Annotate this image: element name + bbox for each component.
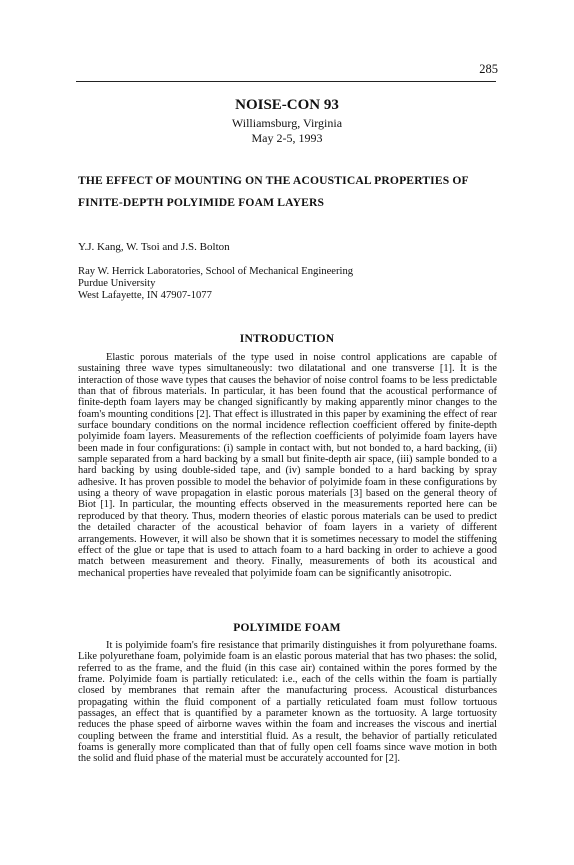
page-number: 285 [479, 62, 498, 76]
introduction-paragraph: Elastic porous materials of the type used in noise control applications are capable of sustaining three wave types simultaneously: two dilatational and one transverse [1]. It is the interaction of those wave types that causes the behavior of noise control foams to be less predictable than that of fibrous materials. In particular, it has been found that the acoustical performance of finite-depth foam layers may be changed significantly by making apparently minor changes to the foam's mounting conditions [2]. That effect is illustrated in this paper by examining the effect of rear surface boundary conditions on the normal incidence reflection coefficient offered by finite-depth polyimide foam layers. Measurements of the reflection coefficients of polyimide foam layers have been made in four configurations: (i) sample in contact with, but not bonded to, a hard backing, (ii) sample separated from a hard backing by a small but finite-depth air space, (iii) sample bonded to a hard backing by using double-sided tape, and (iv) sample bonded to a hard backing by spray adhesive. It has proven possible to model the behavior of polyimide foam in these configurations by using a theory of wave propagation in elastic porous materials [3] based on the general theory of Biot [1]. In particular, the mounting effects observed in the measurements reported here can be reproduced by that theory. Thus, modern theories of elastic porous materials can be used to predict the detailed character of the acoustical behavior of foam layers in a variety of different arrangements. However, it will also be shown that it is sometimes necessary to model the stiffening effect of the glue or tape that is used to attach foam to a hard backing in order to achieve a good match between measurement and theory. Finally, measurements of both its acoustical and mechanical properties have revealed that polyimide foam can be significantly anisotropic. [78, 352, 497, 579]
introduction-body [78, 352, 497, 579]
conference-name: NOISE-CON 93 [235, 97, 339, 113]
affiliation-address: West Lafayette, IN 47907-1077 [78, 290, 212, 302]
conference-location: Williamsburg, Virginia [231, 116, 343, 130]
polyimide-foam-heading: POLYIMIDE FOAM [233, 622, 341, 634]
polyimide-foam-body [78, 640, 497, 765]
polyimide-foam-paragraph: It is polyimide foam's fire resistance that primarily distinguishes it from polyurethane foams. Like polyurethane foam, polyimide foam is an elastic porous material that has two phases: the solid, referred to as the frame, and the fluid (in this case air) contained within the pores formed by the frame. Polyimide foam is partially reticulated: i.e., each of the cells within the foam is partially closed by membranes that remain after the manufacturing process. Acoustical disturbances propagating within the fluid component of a partially reticulated foam must follow tortuous passages, an effect that is quantified by a parameter known as the tortuosity. A large tortuosity reduces the phase speed of airborne waves within the foam and increases the viscous and inertial coupling between the frame and interstitial fluid. As a result, the behavior of partially reticulated foams is generally more complicated than that of fully open cell foams since wave motion in both the solid and fluid phase of the material must be accurately accounted for [2]. [78, 640, 497, 765]
affiliation [78, 266, 353, 303]
introduction-heading: INTRODUCTION [239, 333, 335, 345]
authors: Y.J. Kang, W. Tsoi and J.S. Bolton [78, 241, 230, 253]
conference-dates: May 2-5, 1993 [251, 131, 323, 145]
affiliation-university: Purdue University [78, 278, 156, 290]
header-rule [76, 81, 496, 82]
affiliation-lab: Ray W. Herrick Laboratories, School of Mechanical Engineering [78, 266, 354, 277]
paper-title: THE EFFECT OF MOUNTING ON THE ACOUSTICAL PROPERTIES OF FINITE-DEPTH POLYIMIDE FOAM LAYERS [78, 174, 469, 209]
